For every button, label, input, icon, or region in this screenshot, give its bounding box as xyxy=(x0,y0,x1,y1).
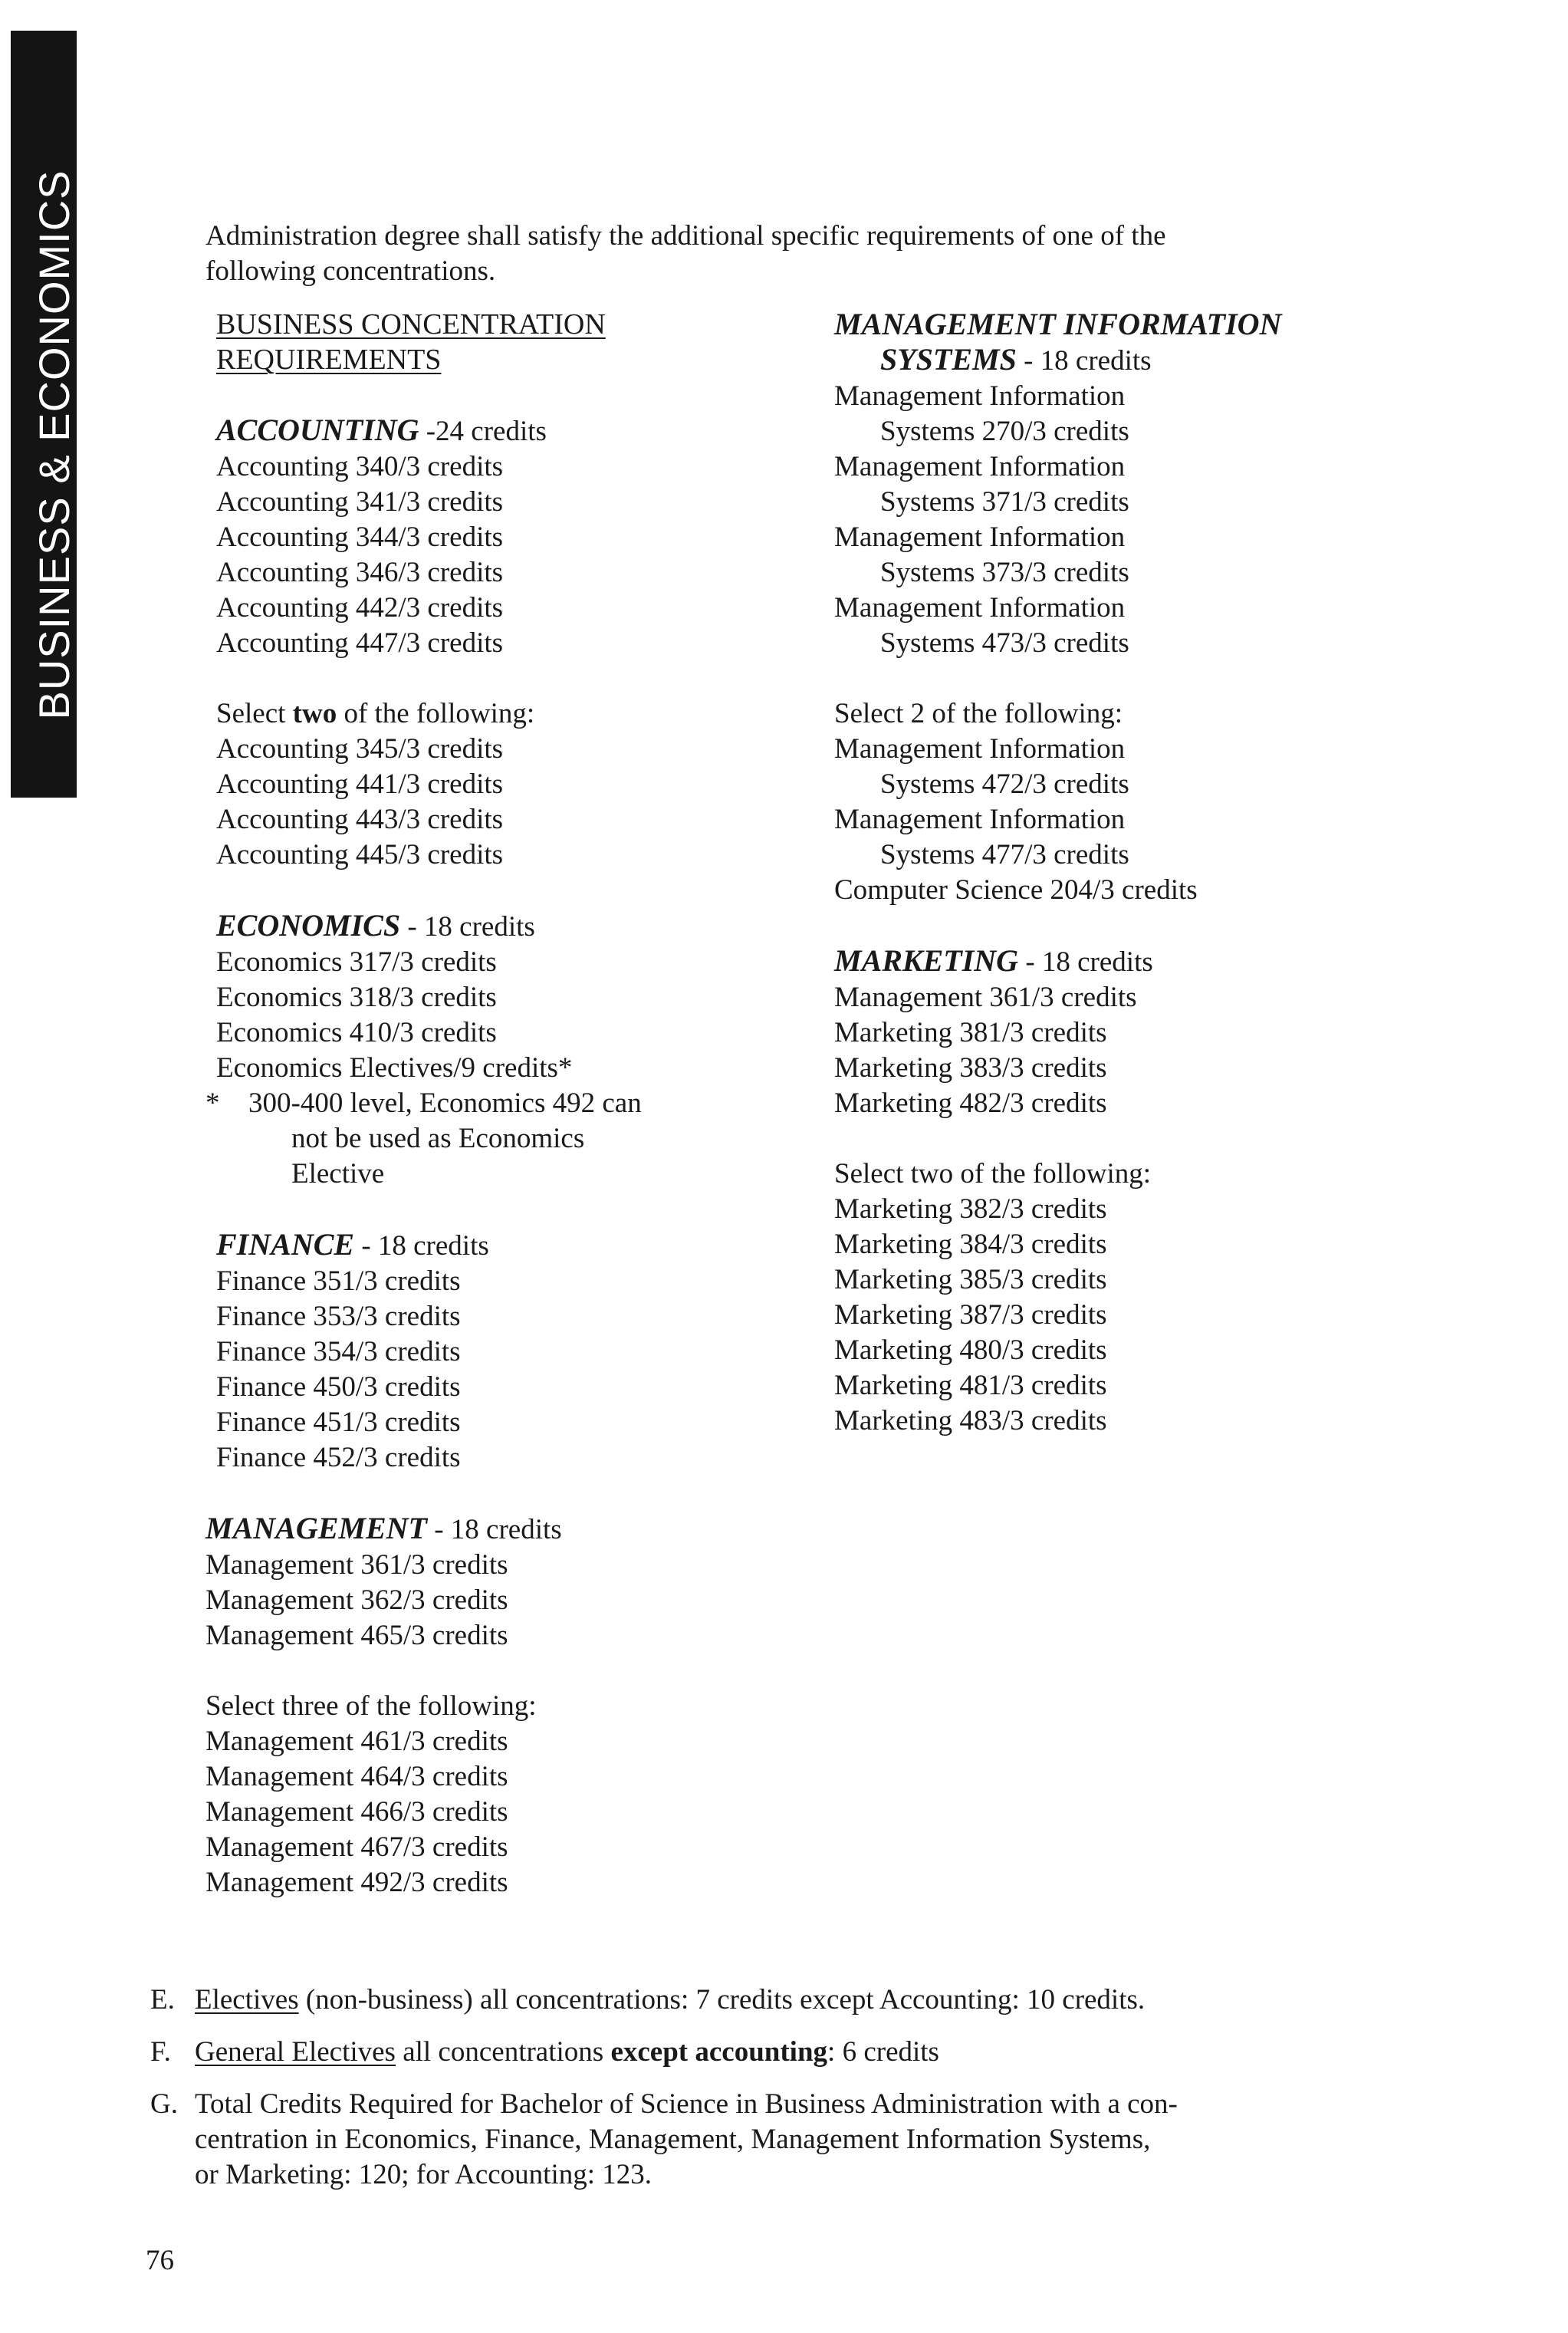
course-item: Accounting 344/3 credits xyxy=(216,522,504,553)
concentration-title: MARKETING xyxy=(834,943,1019,978)
accounting-block xyxy=(216,413,799,873)
item-emphasis: except accounting xyxy=(610,2036,828,2068)
concentration-heading xyxy=(205,1511,799,1548)
item-text: (non-business) all concentrations: 7 credits except Accounting: 10 credits. xyxy=(298,1984,1146,2015)
page-number: 76 xyxy=(146,2245,174,2276)
select-count: two xyxy=(292,698,337,729)
course-item: Accounting 447/3 credits xyxy=(216,627,504,659)
course-item: Marketing 382/3 credits xyxy=(834,1193,1107,1225)
course-item: Marketing 481/3 credits xyxy=(834,1370,1107,1401)
summary-list xyxy=(150,1983,1438,2210)
course-item: Management Information xyxy=(834,592,1126,624)
concentration-heading xyxy=(216,908,799,945)
concentration-credits: - 18 credits xyxy=(400,911,535,943)
concentration-heading xyxy=(216,1227,799,1264)
course-item: Marketing 381/3 credits xyxy=(834,1017,1107,1048)
item-text: centration in Economics, Finance, Management, Management Information Systems, xyxy=(195,2124,1151,2155)
concentration-title: MANAGEMENT xyxy=(205,1511,427,1545)
course-item: Economics 317/3 credits xyxy=(216,946,497,978)
side-tab xyxy=(11,31,77,798)
course-item: Marketing 482/3 credits xyxy=(834,1088,1107,1119)
section-heading: BUSINESS CONCENTRATION xyxy=(216,308,606,341)
concentration-heading xyxy=(834,943,1417,980)
course-item: Management 464/3 credits xyxy=(205,1761,508,1792)
concentration-heading xyxy=(216,413,799,449)
item-label: F. xyxy=(150,2036,171,2068)
economics-block xyxy=(205,908,799,1192)
course-item: Marketing 385/3 credits xyxy=(834,1264,1107,1295)
course-item: Accounting 445/3 credits xyxy=(216,839,504,870)
course-item: Accounting 340/3 credits xyxy=(216,451,504,482)
concentration-credits: - 18 credits xyxy=(426,1514,562,1545)
course-item: Finance 450/3 credits xyxy=(216,1371,461,1403)
course-item: Management 362/3 credits xyxy=(205,1584,508,1616)
select-text: Select xyxy=(216,698,293,729)
course-item: Accounting 442/3 credits xyxy=(216,592,504,624)
concentration-credits: - 18 credits xyxy=(1018,946,1153,978)
left-column xyxy=(205,307,799,1900)
concentration-credits: - 18 credits xyxy=(1016,345,1152,377)
course-item: Marketing 387/3 credits xyxy=(834,1299,1107,1331)
course-item: Finance 452/3 credits xyxy=(216,1442,461,1473)
course-item: Accounting 345/3 credits xyxy=(216,733,504,765)
course-item: Management 465/3 credits xyxy=(205,1620,508,1651)
intro-line: Administration degree shall satisfy the additional specific requirements of one of the xyxy=(205,220,1166,252)
item-label: G. xyxy=(150,2088,178,2120)
item-text: : 6 credits xyxy=(827,2036,939,2068)
course-item: Management 492/3 credits xyxy=(205,1867,508,1898)
course-item: Accounting 341/3 credits xyxy=(216,486,504,518)
mis-block xyxy=(834,307,1417,908)
course-item: Accounting 443/3 credits xyxy=(216,804,504,835)
course-item: Finance 353/3 credits xyxy=(216,1301,461,1332)
course-item: Finance 354/3 credits xyxy=(216,1336,461,1367)
footnote-line: not be used as Economics xyxy=(291,1123,585,1154)
select-instruction: Select two of the following: xyxy=(834,1158,1152,1190)
management-block xyxy=(205,1511,799,1900)
concentration-title: SYSTEMS xyxy=(880,342,1017,377)
select-text: of the following: xyxy=(337,698,535,729)
asterisk-icon: * xyxy=(205,1088,220,1119)
footnote-line: Elective xyxy=(291,1158,385,1190)
concentration-title: MANAGEMENT INFORMATION xyxy=(834,307,1282,341)
course-item: Finance 351/3 credits xyxy=(216,1265,461,1297)
course-item: Marketing 480/3 credits xyxy=(834,1334,1107,1366)
course-item: Management Information xyxy=(834,522,1126,553)
electives-term: Electives xyxy=(195,1984,299,2015)
course-item: Management 461/3 credits xyxy=(205,1726,508,1757)
course-item: Management 467/3 credits xyxy=(205,1831,508,1863)
course-item: Systems 373/3 credits xyxy=(880,557,1129,588)
footnote-line: 300-400 level, Economics 492 can xyxy=(248,1088,642,1119)
course-item: Management 361/3 credits xyxy=(834,982,1137,1013)
right-column xyxy=(834,307,1417,1439)
summary-item-g xyxy=(150,2087,1438,2193)
concentration-credits: - 18 credits xyxy=(354,1230,489,1262)
course-item: Management Information xyxy=(834,380,1126,412)
course-item: Marketing 383/3 credits xyxy=(834,1052,1107,1084)
concentration-heading xyxy=(834,342,1417,379)
concentration-title: ACCOUNTING xyxy=(216,413,419,447)
summary-item-f xyxy=(150,2035,1438,2070)
course-item: Management 466/3 credits xyxy=(205,1796,508,1828)
course-item: Economics 410/3 credits xyxy=(216,1017,497,1048)
course-item: Management Information xyxy=(834,451,1126,482)
course-item: Marketing 483/3 credits xyxy=(834,1405,1107,1436)
course-item: Finance 451/3 credits xyxy=(216,1407,461,1438)
course-item: Systems 472/3 credits xyxy=(880,768,1129,800)
concentration-title: FINANCE xyxy=(216,1227,355,1262)
concentration-title: ECONOMICS xyxy=(216,908,401,943)
course-item: Systems 371/3 credits xyxy=(880,486,1129,518)
course-item: Management Information xyxy=(834,733,1126,765)
section-heading: REQUIREMENTS xyxy=(216,344,442,376)
select-instruction: Select 2 of the following: xyxy=(834,698,1123,729)
course-item: Economics 318/3 credits xyxy=(216,982,497,1013)
course-item: Marketing 384/3 credits xyxy=(834,1229,1107,1260)
general-electives-term: General Electives xyxy=(195,2036,396,2068)
intro-line: following concentrations. xyxy=(205,255,496,287)
course-item: Accounting 441/3 credits xyxy=(216,768,504,800)
item-text: or Marketing: 120; for Accounting: 123. xyxy=(195,2159,653,2190)
marketing-block xyxy=(834,943,1417,1439)
finance-block xyxy=(216,1227,799,1476)
course-item: Systems 473/3 credits xyxy=(880,627,1129,659)
item-text: Total Credits Required for Bachelor of Science in Business Administration with a con- xyxy=(195,2088,1178,2120)
item-text: all concentrations xyxy=(395,2036,611,2068)
course-item: Accounting 346/3 credits xyxy=(216,557,504,588)
course-item: Systems 270/3 credits xyxy=(880,416,1129,447)
course-item: Management Information xyxy=(834,804,1126,835)
side-tab-label: BUSINESS & ECONOMICS xyxy=(30,169,78,720)
course-item: Management 361/3 credits xyxy=(205,1549,508,1581)
select-instruction xyxy=(216,696,799,732)
footnote xyxy=(205,1086,799,1192)
summary-item-e xyxy=(150,1983,1438,2018)
select-instruction: Select three of the following: xyxy=(205,1690,537,1722)
intro-paragraph xyxy=(205,219,1417,289)
concentration-credits: -24 credits xyxy=(419,416,547,447)
course-item: Computer Science 204/3 credits xyxy=(834,874,1198,906)
course-item: Economics Electives/9 credits* xyxy=(216,1052,573,1084)
item-label: E. xyxy=(150,1984,175,2015)
course-item: Systems 477/3 credits xyxy=(880,839,1129,870)
